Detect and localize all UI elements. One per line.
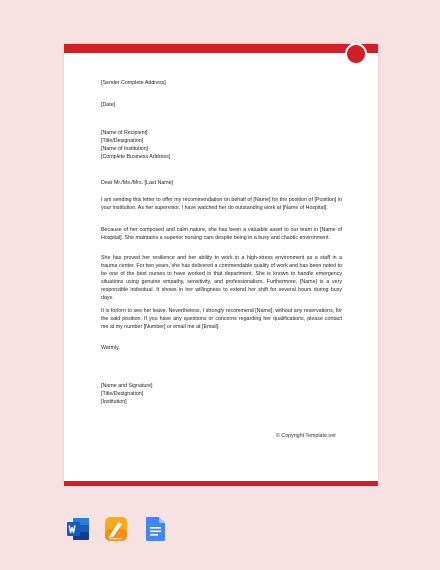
letter-date: [Date] (101, 102, 116, 108)
signature-block (101, 382, 153, 406)
salutation-block (101, 179, 173, 187)
recipient-block (101, 129, 170, 161)
recipient-title: [Title/Designation] (101, 138, 144, 144)
body-paragraph-4: It is forlorn to see her leave. Nevertheless, I strongly recommend [Name], without any reservations, for the said position. If you have any questions or concerns regarding her qualifications, please contact me at my number [Number] or email me at [Email]. (101, 308, 342, 330)
body-paragraph-3: She has proved her resilience and her ability to work in a high-stress environment as a staff in a trauma center. For two years, she has delivered a commendable quality of work and has been noted to be one of the best nurses to have worked in that department. She is known to handle emergency situations using genuine empathy, sensitivity, and professionalism. Furthermore, [Name] is a very responsible individual. It shows in her willingness to extend her shift for several hours during busy days. (101, 255, 342, 301)
recipient-address: [Complete Business Address] (101, 154, 171, 160)
google-docs-icon[interactable] (144, 516, 168, 542)
closing-block (101, 344, 120, 352)
body-paragraph-1: I am sending this letter to offer my recommendation on behalf of [Name] for the position of [Position] in your institution. As her supervisor, I have watched her do outstanding work at [Name of Hospital]. (101, 197, 342, 211)
body-paragraph-2: Because of her composed and calm nature, she has been a valuable asset to our team in [Name of Hospital]. She maintains a superior nursing care despite being in a busy and chaotic environment. (101, 227, 342, 241)
sender-address: [Sender Complete Address] (101, 80, 166, 86)
signature-institution: [Institution] (101, 399, 127, 405)
word-icon[interactable] (66, 516, 90, 542)
date-block (101, 101, 115, 109)
signature-name: [Name and Signature] (101, 383, 153, 389)
corner-circle-ornament (345, 43, 367, 65)
header-accent-bar (64, 44, 378, 53)
copyright-text: © Copyright Template.net (276, 433, 336, 439)
recipient-institution: [Name of Institution] (101, 146, 149, 152)
letter-page (64, 44, 378, 486)
pages-icon[interactable] (104, 516, 128, 542)
footer-accent-bar (64, 481, 378, 486)
salutation: Dear Mr./Ms./Mrs. [Last Name] (101, 180, 174, 186)
signature-title: [Title/Designation] (101, 391, 144, 397)
sender-address-block (101, 79, 166, 87)
closing: Warmly, (101, 345, 120, 351)
recipient-name: [Name of Recipient] (101, 130, 148, 136)
